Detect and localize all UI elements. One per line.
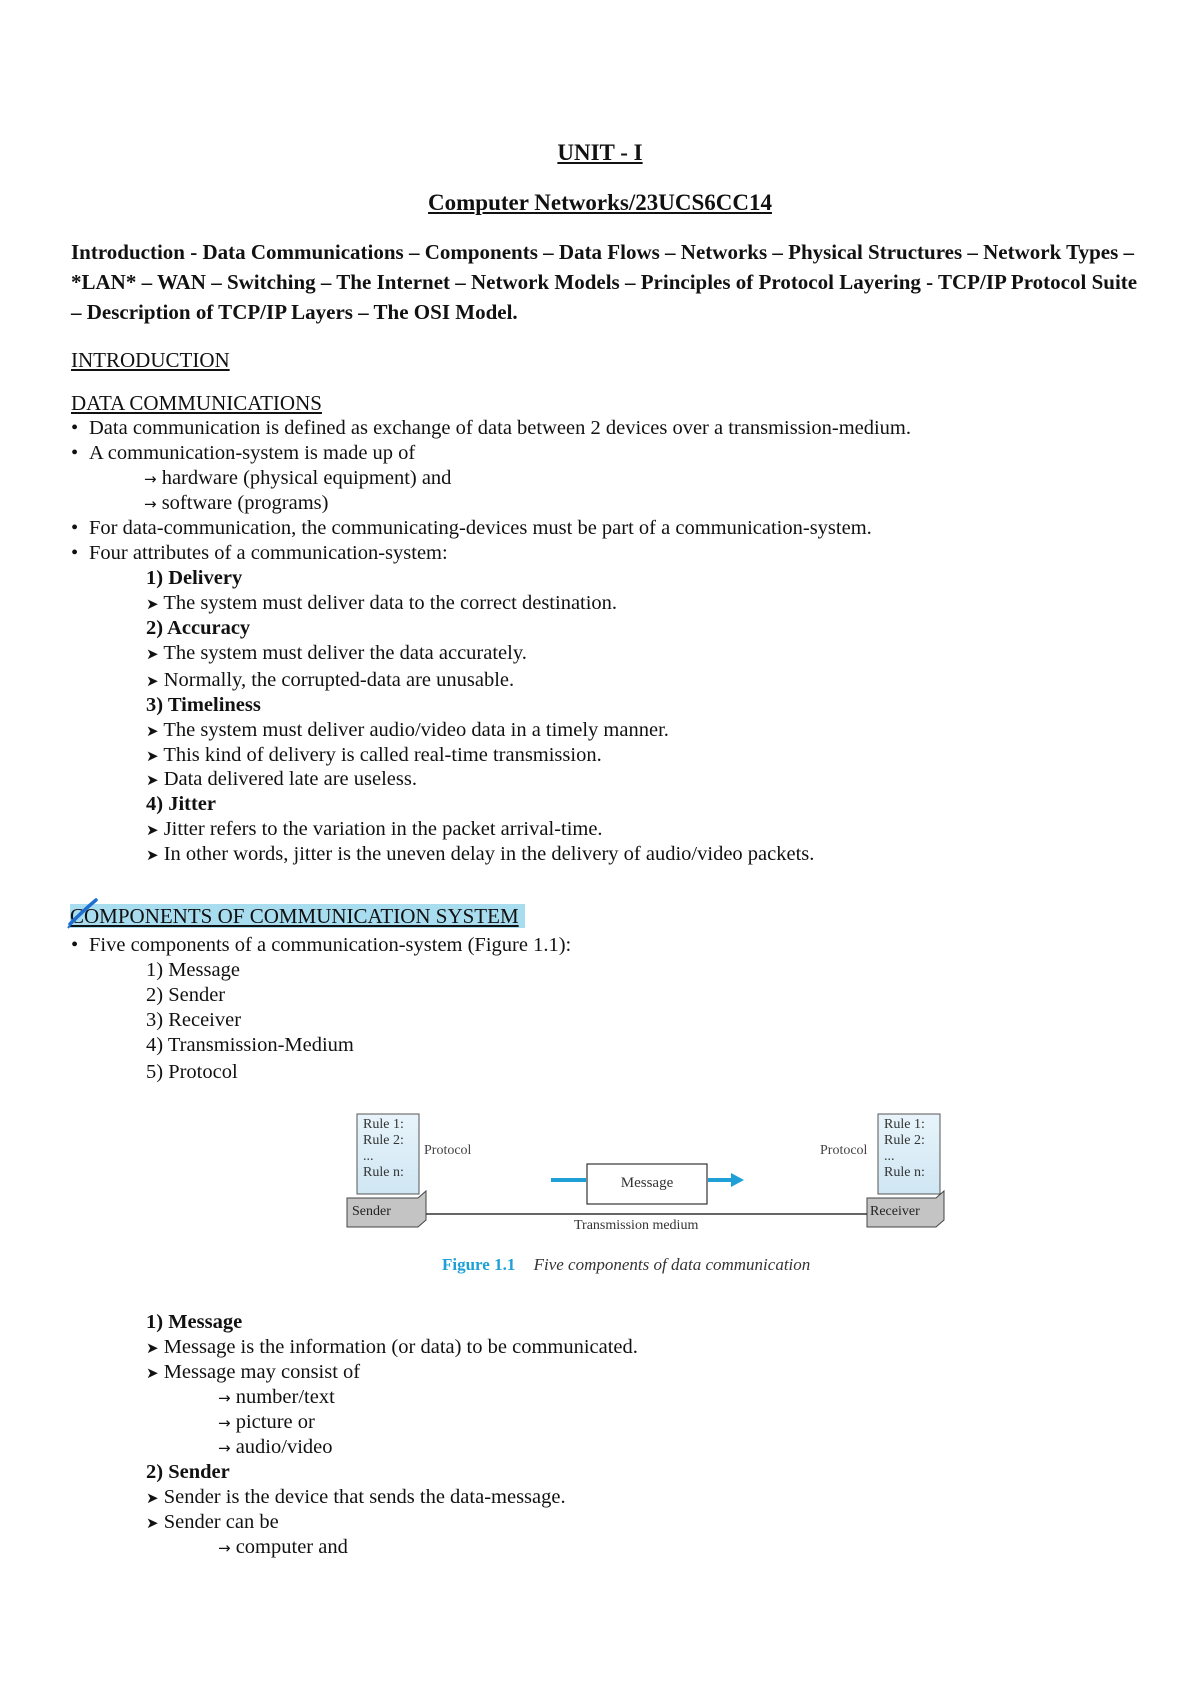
arrowhead-icon: ➤ bbox=[146, 645, 159, 663]
list-item: ➤ Data delivered late are useless. bbox=[146, 768, 417, 790]
list-item: ➤ Normally, the corrupted-data are unusable. bbox=[146, 669, 515, 691]
component-item: 1) Message bbox=[146, 959, 240, 981]
course-title: Computer Networks/23UCS6CC14 bbox=[428, 190, 772, 215]
list-item: ➤ Sender is the device that sends the data-message. bbox=[146, 1486, 566, 1508]
figure-caption bbox=[442, 1255, 810, 1275]
right-arrow-icon: → bbox=[218, 1389, 231, 1407]
sender-label: Sender bbox=[352, 1204, 391, 1219]
delivery-heading: 1) Delivery bbox=[146, 567, 243, 589]
arrowhead-icon: ➤ bbox=[146, 1489, 159, 1507]
bullet-icon: • bbox=[71, 442, 79, 464]
arrowhead-icon: ➤ bbox=[146, 1514, 159, 1532]
bullet-item: • A communication-system is made up of bbox=[71, 442, 416, 464]
bullet-item: • For data-communication, the communicating-devices must be part of a communication-system. bbox=[71, 517, 872, 539]
component-item: 3) Receiver bbox=[146, 1009, 242, 1031]
component-item: 5) Protocol bbox=[146, 1061, 238, 1083]
protocol-label-right: Protocol bbox=[820, 1143, 868, 1158]
list-item: ➤ The system must deliver audio/video data in a timely manner. bbox=[146, 719, 669, 741]
right-arrow-icon: → bbox=[218, 1539, 231, 1557]
sender-rules: Rule 1: Rule 2: ... Rule n: bbox=[363, 1117, 404, 1180]
medium-label: Transmission medium bbox=[574, 1218, 699, 1233]
sender-heading: 2) Sender bbox=[146, 1461, 230, 1483]
right-arrow-icon: → bbox=[144, 495, 157, 513]
accuracy-heading: 2) Accuracy bbox=[146, 617, 251, 639]
sub-item: → picture or bbox=[218, 1411, 315, 1433]
list-item: ➤ Jitter refers to the variation in the packet arrival-time. bbox=[146, 818, 603, 840]
protocol-label-left: Protocol bbox=[424, 1143, 472, 1158]
arrowhead-icon: ➤ bbox=[146, 846, 159, 864]
components-heading-wrap bbox=[70, 904, 525, 929]
right-arrow-icon: → bbox=[218, 1414, 231, 1432]
arrowhead-icon: ➤ bbox=[146, 722, 159, 740]
component-item: 2) Sender bbox=[146, 984, 226, 1006]
list-item: ➤ The system must deliver the data accurately. bbox=[146, 642, 527, 664]
sub-item: → audio/video bbox=[218, 1436, 333, 1458]
bullet-icon: • bbox=[71, 934, 79, 956]
message-heading: 1) Message bbox=[146, 1311, 243, 1333]
list-item: ➤ The system must deliver data to the correct destination. bbox=[146, 592, 618, 614]
arrowhead-icon: ➤ bbox=[146, 595, 159, 613]
bullet-icon: • bbox=[71, 517, 79, 539]
bullet-icon: • bbox=[71, 542, 79, 564]
pen-mark-icon bbox=[66, 898, 102, 930]
list-item: ➤ This kind of delivery is called real-time transmission. bbox=[146, 744, 602, 766]
component-item: 4) Transmission-Medium bbox=[146, 1034, 354, 1056]
bullet-item: • Data communication is defined as exchange of data between 2 devices over a transmission-medium. bbox=[71, 417, 912, 439]
message-arrowhead-icon bbox=[731, 1173, 744, 1187]
arrowhead-icon: ➤ bbox=[146, 1364, 159, 1382]
list-item: ➤ Sender can be bbox=[146, 1511, 279, 1533]
right-arrow-icon: → bbox=[144, 470, 157, 488]
arrowhead-icon: ➤ bbox=[146, 821, 159, 839]
figure-components-diagram bbox=[336, 1105, 956, 1285]
components-heading: COMPONENTS OF COMMUNICATION SYSTEM bbox=[70, 904, 525, 928]
receiver-rules: Rule 1: Rule 2: ... Rule n: bbox=[884, 1117, 925, 1180]
arrowhead-icon: ➤ bbox=[146, 747, 159, 765]
receiver-label: Receiver bbox=[870, 1204, 920, 1219]
sub-item: → software (programs) bbox=[144, 492, 329, 514]
timeliness-heading: 3) Timeliness bbox=[146, 694, 261, 716]
arrowhead-icon: ➤ bbox=[146, 771, 159, 789]
list-item: ➤ Message is the information (or data) to be communicated. bbox=[146, 1336, 638, 1358]
bullet-item: • Four attributes of a communication-system: bbox=[71, 542, 448, 564]
jitter-heading: 4) Jitter bbox=[146, 793, 216, 815]
unit-title: UNIT - I bbox=[557, 140, 643, 165]
list-item: ➤ In other words, jitter is the uneven delay in the delivery of audio/video packets. bbox=[146, 843, 815, 865]
syllabus-paragraph: Introduction - Data Communications – Components – Data Flows – Networks – Physical Structures – Network Types – *LAN* – WAN – Switching – The Internet – Network Models – Principles of Protocol Layering - TCP/IP Protocol Suite – Description of TCP/IP Layers – The OSI Model. bbox=[71, 240, 1138, 324]
caption-text: Five components of data communication bbox=[533, 1255, 811, 1274]
caption-number: Figure 1.1 bbox=[442, 1255, 516, 1274]
introduction-heading: INTRODUCTION bbox=[71, 348, 230, 372]
sub-item: → hardware (physical equipment) and bbox=[144, 467, 452, 489]
sub-item: → number/text bbox=[218, 1386, 335, 1408]
right-arrow-icon: → bbox=[218, 1439, 231, 1457]
arrowhead-icon: ➤ bbox=[146, 672, 159, 690]
sub-item: → computer and bbox=[218, 1536, 348, 1558]
list-item: ➤ Message may consist of bbox=[146, 1361, 361, 1383]
message-label: Message bbox=[620, 1175, 674, 1191]
bullet-icon: • bbox=[71, 417, 79, 439]
arrowhead-icon: ➤ bbox=[146, 1339, 159, 1357]
bullet-item: • Five components of a communication-system (Figure 1.1): bbox=[71, 934, 572, 956]
data-communications-heading: DATA COMMUNICATIONS bbox=[71, 391, 322, 415]
